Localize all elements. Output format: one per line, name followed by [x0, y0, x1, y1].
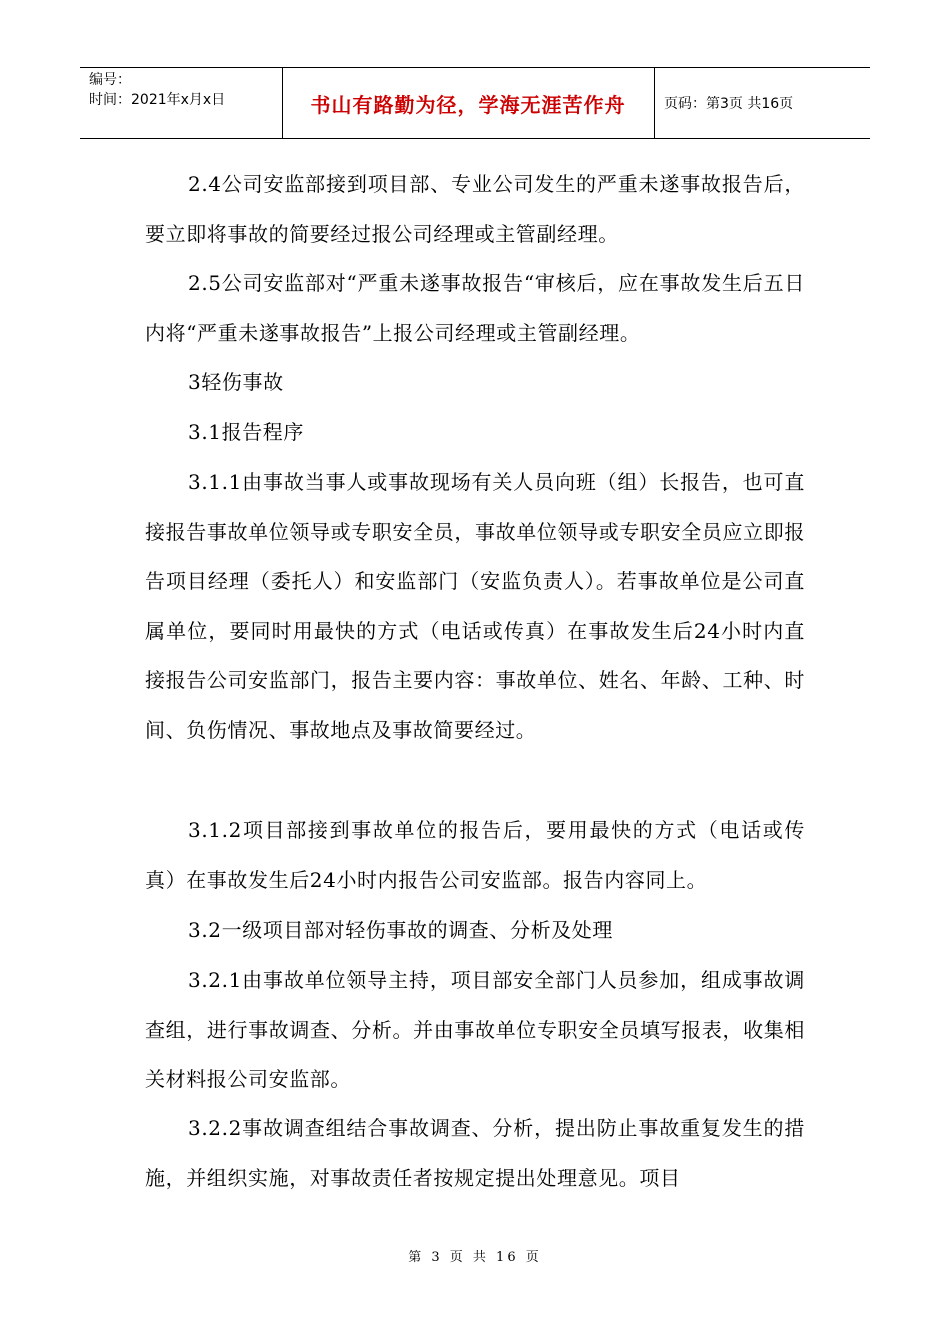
page-footer: 第 3 页 共 16 页: [408, 1250, 542, 1265]
paragraph-2-5: 2.5公司安监部对“严重未遂事故报告“审核后，应在事故发生后五日内将“严重未遂事故报告”上报公司经理或主管副经理。: [145, 271, 805, 345]
paragraph-3-1-1: 3.1.1由事故当事人或事故现场有关人员向班（组）长报告，也可直接报告事故单位领导或专职安全员，事故单位领导或专职安全员应立即报告项目经理（委托人）和安监部门（安监负责人）。若事故单位是公司直属单位，要同时用最快的方式（电话或传真）在事故发生后24小时内直接报告公司安监部门，报告主要内容：事故单位、姓名、年龄、工种、时间、负伤情况、事故地点及事故简要经过。: [145, 470, 805, 742]
heading-3: 3轻伤事故: [188, 370, 284, 394]
header-page-info: 页码：第3页 共16页: [664, 96, 794, 112]
document-number-label: 编号：: [89, 72, 131, 88]
document-header: [80, 67, 870, 139]
header-meta-cell: [80, 68, 283, 138]
header-slogan-cell: [282, 68, 655, 138]
paragraph-2-4: 2.4公司安监部接到项目部、专业公司发生的严重未遂事故报告后，要立即将事故的简要经过报公司经理或主管副经理。: [145, 172, 805, 246]
document-date: 时间：2021年x月x日: [89, 92, 226, 108]
paragraph-3-2-2: 3.2.2事故调查组结合事故调查、分析，提出防止事故重复发生的措施，并组织实施，对事故责任者按规定提出处理意见。项目: [145, 1116, 805, 1190]
paragraph-3-2-1: 3.2.1由事故单位领导主持，项目部安全部门人员参加，组成事故调查组，进行事故调查、分析。并由事故单位专职安全员填写报表，收集相关材料报公司安监部。: [145, 968, 805, 1091]
heading-3-2: 3.2一级项目部对轻伤事故的调查、分析及处理: [188, 918, 614, 942]
header-page-cell: [655, 68, 870, 138]
header-slogan: 书山有路勤为径，学海无涯苦作舟: [310, 92, 626, 117]
paragraph-3-1-2: 3.1.2项目部接到事故单位的报告后，要用最快的方式（电话或传真）在事故发生后24小时内报告公司安监部。报告内容同上。: [145, 818, 805, 892]
heading-3-1: 3.1报告程序: [188, 420, 305, 444]
